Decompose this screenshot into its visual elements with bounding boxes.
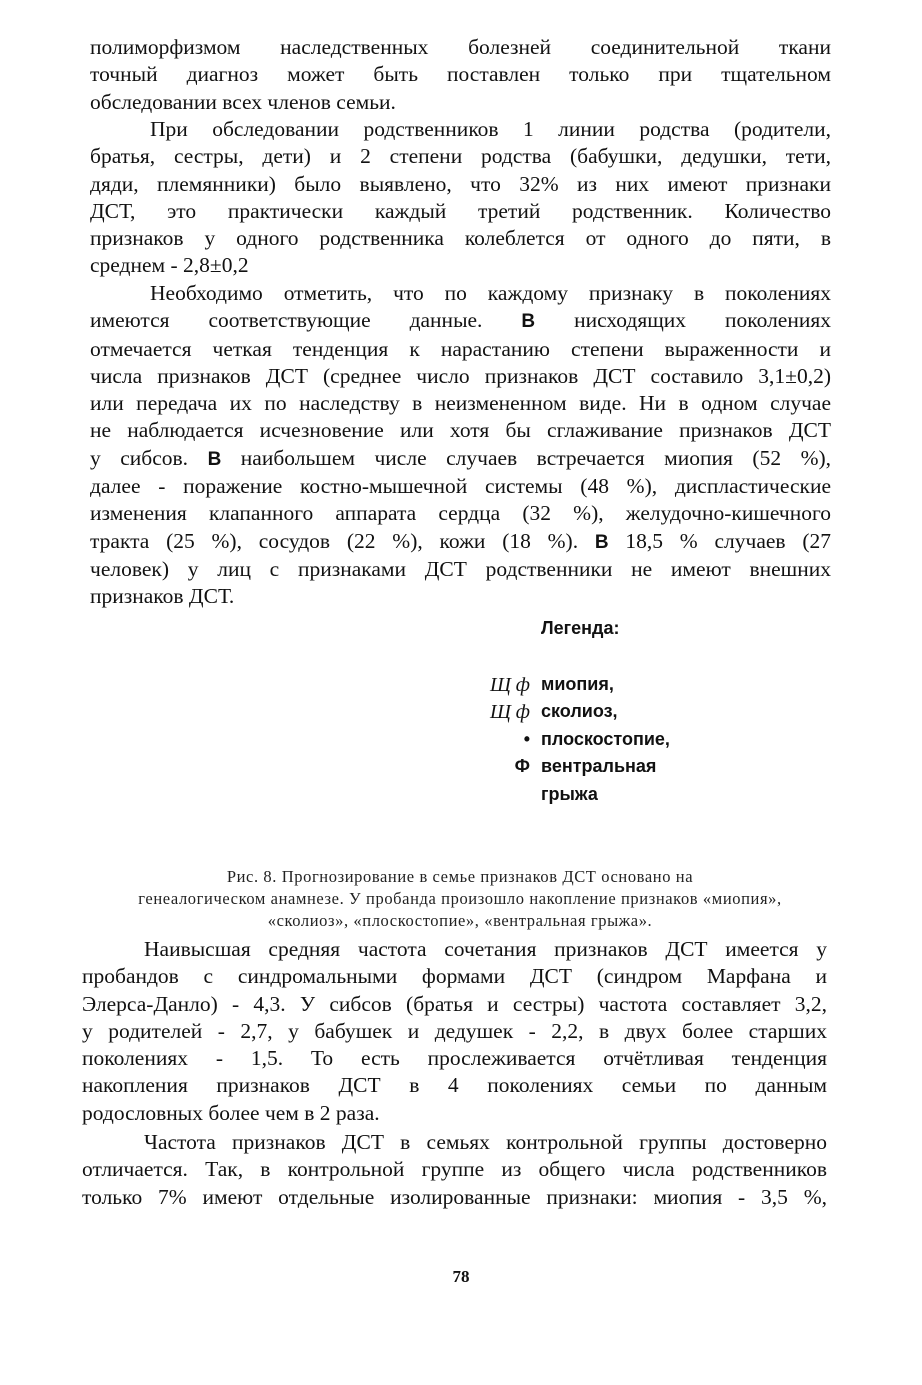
text-line: родословных более чем в 2 раза.: [82, 1100, 380, 1125]
legend-item: [470, 784, 730, 811]
text-line: Частота признаков ДСТ в семьях контрольной группы достоверно: [144, 1130, 827, 1154]
legend-title: Легенда:: [541, 618, 620, 638]
text-line: или передача их по наследству в неизмененном виде. Ни в одном случае: [90, 391, 831, 416]
legend-symbol: Щ ф: [489, 701, 530, 723]
legend-item: [470, 701, 730, 728]
legend-symbol: Ф: [514, 756, 530, 776]
text-fragment: имеются соответствующие данные.: [90, 308, 483, 333]
text-line: среднем - 2,8±0,2: [90, 253, 249, 278]
text-line: обследовании всех членов семьи.: [90, 89, 396, 114]
legend-label: вентральная: [541, 756, 657, 776]
text-line: точный диагноз может быть поставлен только при тщательном: [90, 62, 831, 87]
text-line: [90, 307, 831, 335]
text-line: числа признаков ДСТ (среднее число признаков ДСТ составило 3,1±0,2): [90, 363, 831, 388]
text-line: При обследовании родственников 1 линии родства (родители,: [150, 117, 831, 141]
text-line: далее - поражение костно-мышечной системы (48 %), диспластические: [90, 474, 831, 499]
text-line: Элерса-Данло) - 4,3. У сибсов (братья и сестры) частота составляет 3,2,: [82, 991, 827, 1016]
text-line: не наблюдается исчезновение или хотя бы сглаживание признаков ДСТ: [90, 418, 831, 443]
text-line: отличается. Так, в контрольной группе из общего числа родственников: [82, 1157, 827, 1182]
text-line: Наивысшая средняя частота сочетания признаков ДСТ имеется у: [144, 937, 827, 961]
caption-line: «сколиоз», «плоскостопие», «вентральная грыжа».: [267, 911, 653, 930]
text-fragment: нисходящих поколениях: [574, 308, 831, 333]
bold-letter: В: [594, 531, 609, 553]
legend-item: [470, 674, 730, 701]
paragraph-4: [82, 936, 827, 1127]
caption-line: генеалогическом анамнезе. У пробанда произошло накопление признаков «миопия»,: [138, 889, 782, 908]
legend-symbol: Щ ф: [489, 674, 530, 696]
legend-symbol: •: [523, 729, 530, 749]
text-fragment: наибольшем числе случаев встречается миопия (52 %),: [240, 445, 832, 470]
text-line: Необходимо отметить, что по каждому признаку в поколениях: [150, 281, 831, 305]
text-line: изменения клапанного аппарата сердца (32 %), желудочно-кишечного: [90, 501, 831, 526]
text-line: полиморфизмом наследственных болезней соединительной ткани: [90, 35, 831, 59]
text-line: только 7% имеют отдельные изолированные признаки: миопия - 3,5 %,: [82, 1184, 827, 1209]
text-line: поколениях - 1,5. То есть прослеживается отчётливая тенденция: [82, 1046, 827, 1071]
text-line: накопления признаков ДСТ в 4 поколениях семьи по данным: [82, 1073, 827, 1098]
legend-label: плоскостопие,: [541, 729, 670, 749]
page-number: 78: [452, 1267, 470, 1286]
paragraph-3: [90, 280, 831, 611]
paragraph-2: [90, 116, 831, 280]
legend-item: [470, 729, 730, 756]
text-line: признаков ДСТ.: [90, 584, 235, 609]
legend-label: грыжа: [541, 784, 598, 804]
text-line: [90, 445, 831, 473]
text-fragment: тракта (25 %), сосудов (22 %), кожи (18 %).: [90, 528, 579, 553]
text-line: дяди, племянники) было выявлено, что 32% из них имеют признаки: [90, 171, 831, 196]
bold-letter: В: [207, 448, 222, 470]
text-fragment: у сибсов.: [90, 445, 189, 470]
text-line: пробандов с синдромальными формами ДСТ (синдром Марфана и: [82, 964, 827, 989]
bold-letter: В: [521, 311, 536, 333]
text-line: братья, сестры, дети) и 2 степени родства (бабушки, дедушки, тети,: [90, 144, 831, 169]
legend-label: сколиоз,: [541, 701, 618, 721]
legend-item: [470, 756, 730, 783]
paragraph-5: [82, 1129, 827, 1211]
text-line: ДСТ, это практически каждый третий родственник. Количество: [90, 198, 831, 223]
paragraph-1: [90, 34, 831, 116]
figure-caption: [80, 866, 840, 932]
legend-label: миопия,: [541, 674, 614, 694]
text-line: у родителей - 2,7, у бабушек и дедушек - 2,2, в двух более старших: [82, 1018, 827, 1043]
text-line: признаков у одного родственника колеблется от одного до пяти, в: [90, 226, 831, 251]
text-line: человек) у лиц с признаками ДСТ родственники не имеют внешних: [90, 556, 831, 581]
text-line: [90, 528, 831, 556]
caption-line: Рис. 8. Прогнозирование в семье признаков ДСТ основано на: [226, 867, 694, 886]
text-fragment: 18,5 % случаев (27: [625, 528, 831, 553]
text-line: отмечается четкая тенденция к нарастанию степени выраженности и: [90, 336, 831, 361]
